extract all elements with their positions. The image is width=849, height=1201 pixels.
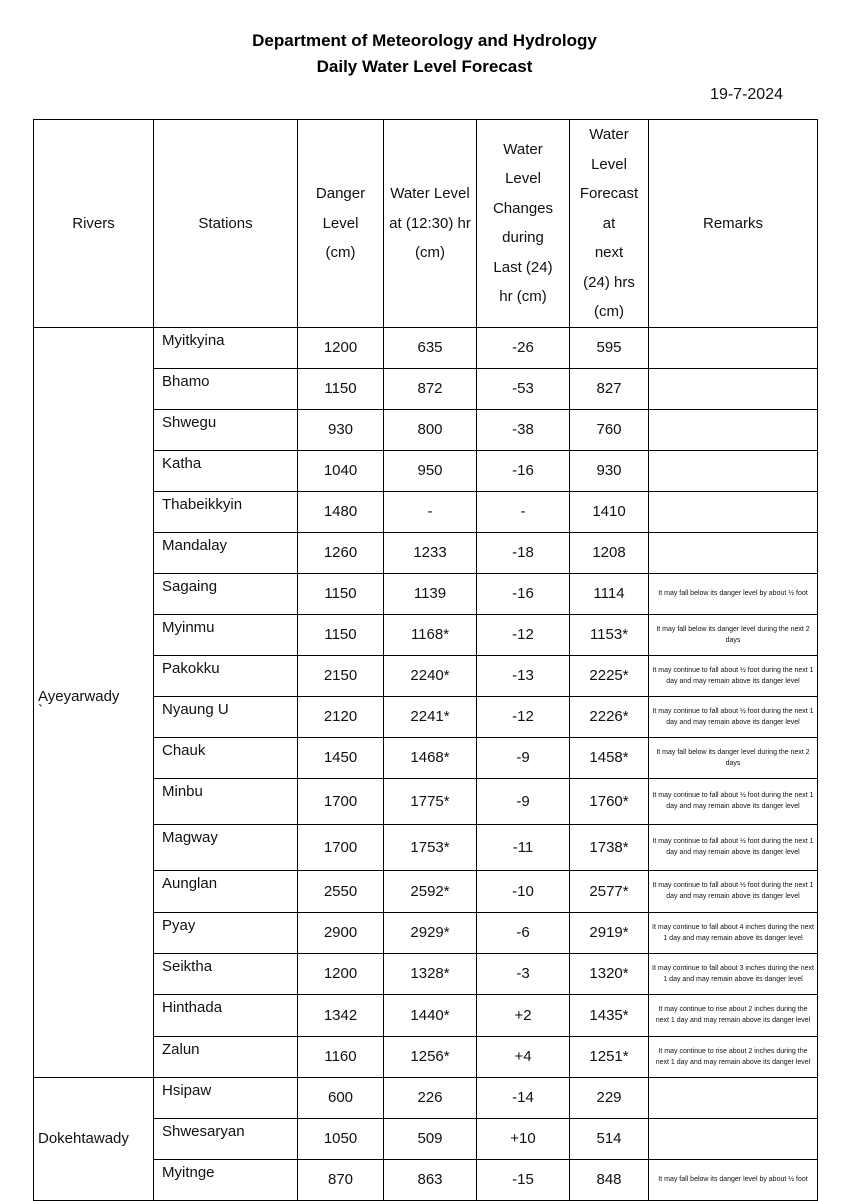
forecast-level: 1320* (570, 953, 649, 994)
water-level: 863 (384, 1159, 477, 1200)
header-forecast (570, 120, 649, 328)
forecast-level: 595 (570, 327, 649, 368)
water-level: 872 (384, 368, 477, 409)
danger-level: 870 (298, 1159, 384, 1200)
header-line: next (594, 244, 624, 261)
header-line: Water (503, 140, 543, 158)
station-name: Thabeikkyin (154, 491, 298, 532)
level-change: -11 (477, 824, 570, 870)
level-change: -10 (477, 870, 570, 912)
water-level: 226 (384, 1077, 477, 1118)
station-name: Mandalay (154, 532, 298, 573)
level-change: -16 (477, 450, 570, 491)
danger-level: 1200 (298, 327, 384, 368)
station-name: Myinmu (154, 614, 298, 655)
station-name: Pyay (154, 912, 298, 953)
forecast-level: 2225* (570, 655, 649, 696)
forecast-level: 1458* (570, 737, 649, 778)
remarks: It may continue to rise about 2 inches during the next 1 day and may remain above its danger level (649, 994, 818, 1036)
station-name: Aunglan (154, 870, 298, 912)
remarks: It may continue to fall about 3 inches during the next 1 day and may remain above its danger level (649, 953, 818, 994)
remarks (649, 1118, 818, 1159)
header-line: Level (591, 155, 627, 173)
water-level: 1468* (384, 737, 477, 778)
header-line: (24) hrs (583, 273, 635, 291)
river-cell (34, 327, 154, 1077)
header-stations: Stations (154, 120, 298, 328)
remarks: It may fall below its danger level during the next 2 days (649, 737, 818, 778)
forecast-level: 1251* (570, 1036, 649, 1077)
danger-level: 1700 (298, 824, 384, 870)
header-line: Water (589, 126, 629, 143)
level-change: -38 (477, 409, 570, 450)
water-level: 1256* (384, 1036, 477, 1077)
header-danger-level (298, 120, 384, 328)
header-line: during (502, 229, 544, 247)
forecast-level: 1410 (570, 491, 649, 532)
station-name: Zalun (154, 1036, 298, 1077)
water-level: - (384, 491, 477, 532)
remarks (649, 450, 818, 491)
water-level: 1328* (384, 953, 477, 994)
river-name: Dokehtawady (38, 1130, 129, 1147)
danger-level: 2150 (298, 655, 384, 696)
level-change: +10 (477, 1118, 570, 1159)
water-level: 1139 (384, 573, 477, 614)
danger-level: 1150 (298, 368, 384, 409)
water-level: 2929* (384, 912, 477, 953)
document-title: Department of Meteorology and Hydrology (252, 31, 597, 50)
level-change: -18 (477, 532, 570, 573)
station-name: Hinthada (154, 994, 298, 1036)
header-line: at (12:30) hr (389, 214, 471, 232)
header-line: Changes (492, 199, 554, 217)
station-name: Shwesaryan (154, 1118, 298, 1159)
header-row (34, 120, 818, 328)
station-name: Minbu (154, 778, 298, 824)
report-date: 19-7-2024 (710, 86, 783, 103)
forecast-level: 2919* (570, 912, 649, 953)
station-name: Magway (154, 824, 298, 870)
level-change: -14 (477, 1077, 570, 1118)
remarks: It may continue to fall about ½ foot during the next 1 day and may remain above its danger level (649, 655, 818, 696)
station-name: Shwegu (154, 409, 298, 450)
remarks: It may fall below its danger level during the next 2 days (649, 614, 818, 655)
forecast-level: 1208 (570, 532, 649, 573)
station-name: Bhamo (154, 368, 298, 409)
water-level: 1753* (384, 824, 477, 870)
danger-level: 2120 (298, 696, 384, 737)
document-subtitle: Daily Water Level Forecast (316, 57, 533, 76)
river-name: Ayeyarwady (38, 687, 120, 705)
remarks: It may continue to fall about ½ foot during the next 1 day and may remain above its danger level (649, 696, 818, 737)
water-level: 1168* (384, 614, 477, 655)
danger-level: 600 (298, 1077, 384, 1118)
forecast-level: 1760* (570, 778, 649, 824)
header-line: hr (cm) (499, 288, 547, 306)
table-row (34, 327, 818, 368)
level-change: -9 (477, 778, 570, 824)
forecast-level: 1114 (570, 573, 649, 614)
danger-level: 1150 (298, 614, 384, 655)
water-level: 800 (384, 409, 477, 450)
header-changes (477, 120, 570, 328)
river-mark: ` (38, 701, 43, 719)
remarks (649, 409, 818, 450)
forecast-level: 827 (570, 368, 649, 409)
danger-level: 1700 (298, 778, 384, 824)
header-line: Level (322, 214, 359, 232)
table-row (34, 1077, 818, 1118)
danger-level: 1040 (298, 450, 384, 491)
forecast-level: 1738* (570, 824, 649, 870)
forecast-level: 2577* (570, 870, 649, 912)
header-rivers: Rivers (34, 120, 154, 328)
remarks: It may fall below its danger level by about ½ foot (649, 573, 818, 614)
station-name: Hsipaw (154, 1077, 298, 1118)
danger-level: 1160 (298, 1036, 384, 1077)
level-change: +4 (477, 1036, 570, 1077)
remarks (649, 491, 818, 532)
danger-level: 1480 (298, 491, 384, 532)
level-change: -9 (477, 737, 570, 778)
station-name: Chauk (154, 737, 298, 778)
level-change: -16 (477, 573, 570, 614)
danger-level: 930 (298, 409, 384, 450)
station-name: Myitkyina (154, 327, 298, 368)
remarks: It may continue to fall about ½ foot during the next 1 day and may remain above its danger level (649, 870, 818, 912)
header-line: (cm) (415, 244, 445, 261)
remarks (649, 532, 818, 573)
remarks: It may continue to fall about ½ foot during the next 1 day and may remain above its danger level (649, 778, 818, 824)
header-line: at (602, 214, 616, 232)
header-line: Forecast (579, 185, 639, 202)
level-change: -6 (477, 912, 570, 953)
station-name: Pakokku (154, 655, 298, 696)
water-level: 1775* (384, 778, 477, 824)
header-line: Danger (315, 185, 366, 202)
water-level: 2241* (384, 696, 477, 737)
water-level: 950 (384, 450, 477, 491)
header-line: (cm) (594, 303, 624, 320)
station-name: Katha (154, 450, 298, 491)
water-level: 635 (384, 327, 477, 368)
danger-level: 1150 (298, 573, 384, 614)
level-change: - (477, 491, 570, 532)
level-change: -3 (477, 953, 570, 994)
station-name: Sagaing (154, 573, 298, 614)
level-change: -12 (477, 614, 570, 655)
header-line: Last (24) (493, 258, 553, 276)
station-name: Myitnge (154, 1159, 298, 1200)
header-line: Water Level (390, 185, 470, 202)
header-line: Level (505, 170, 541, 188)
danger-level: 1450 (298, 737, 384, 778)
remarks (649, 368, 818, 409)
level-change: -12 (477, 696, 570, 737)
forecast-level: 229 (570, 1077, 649, 1118)
forecast-level: 514 (570, 1118, 649, 1159)
water-level: 509 (384, 1118, 477, 1159)
remarks: It may continue to fall about ½ foot during the next 1 day and may remain above its danger level (649, 824, 818, 870)
remarks: It may fall below its danger level by about ½ foot (649, 1159, 818, 1200)
level-change: -26 (477, 327, 570, 368)
level-change: +2 (477, 994, 570, 1036)
forecast-level: 1435* (570, 994, 649, 1036)
danger-level: 1342 (298, 994, 384, 1036)
header-water-level (384, 120, 477, 328)
forecast-level: 760 (570, 409, 649, 450)
water-level: 1440* (384, 994, 477, 1036)
level-change: -15 (477, 1159, 570, 1200)
danger-level: 2900 (298, 912, 384, 953)
forecast-table (33, 119, 818, 1201)
danger-level: 2550 (298, 870, 384, 912)
remarks: It may continue to rise about 2 inches during the next 1 day and may remain above its danger level (649, 1036, 818, 1077)
forecast-level: 848 (570, 1159, 649, 1200)
river-cell (34, 1077, 154, 1200)
water-level: 1233 (384, 532, 477, 573)
water-level: 2592* (384, 870, 477, 912)
remarks (649, 1077, 818, 1118)
forecast-level: 1153* (570, 614, 649, 655)
danger-level: 1200 (298, 953, 384, 994)
header-line: (cm) (325, 244, 356, 261)
level-change: -13 (477, 655, 570, 696)
remarks: It may continue to fall about 4 inches during the next 1 day and may remain above its danger level (649, 912, 818, 953)
forecast-level: 930 (570, 450, 649, 491)
station-name: Seiktha (154, 953, 298, 994)
water-level: 2240* (384, 655, 477, 696)
forecast-level: 2226* (570, 696, 649, 737)
remarks (649, 327, 818, 368)
station-name: Nyaung U (154, 696, 298, 737)
header-remarks: Remarks (649, 120, 818, 328)
level-change: -53 (477, 368, 570, 409)
danger-level: 1050 (298, 1118, 384, 1159)
danger-level: 1260 (298, 532, 384, 573)
